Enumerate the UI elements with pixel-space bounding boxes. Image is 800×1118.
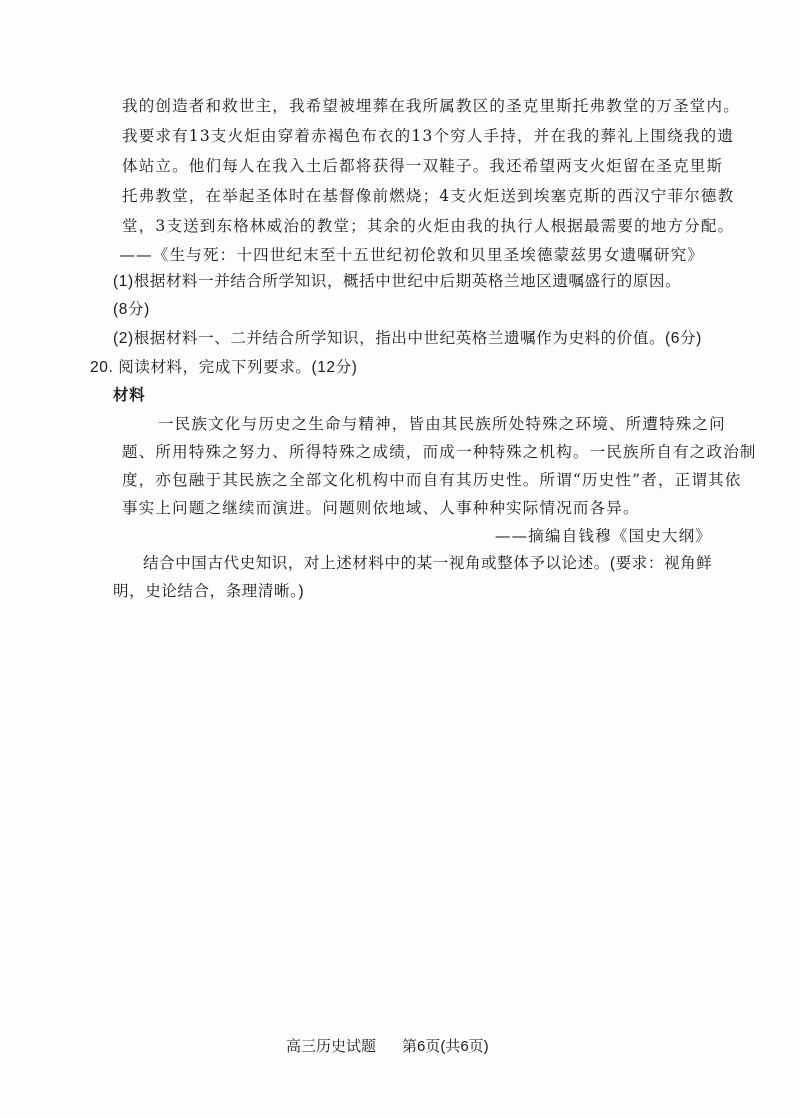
material-line: 一民族文化与历史之生命与精神，皆由其民族所处特殊之环境、所遭特殊之问 bbox=[158, 415, 726, 433]
material-line: 托弗教堂，在举起圣体时在基督像前燃烧；4支火炬送到埃塞克斯的西汉宁菲尔德教 bbox=[122, 187, 735, 205]
material-source: ——摘编自钱穆《国史大纲》 bbox=[494, 527, 712, 545]
material-label: 材料 bbox=[113, 387, 146, 404]
question-19-1-score: (8分) bbox=[113, 301, 150, 318]
footer-subject: 高三历史试题 bbox=[286, 1038, 377, 1055]
material-line: 我的创造者和救世主，我希望被埋葬在我所属教区的圣克里斯托弗教堂的万圣堂内。 bbox=[122, 97, 740, 115]
material-line: 堂，3支送到东格林威治的教堂；其余的火炬由我的执行人根据最需要的地方分配。 bbox=[122, 217, 735, 235]
material-source: ——《生与死：十四世纪末至十五世纪初伦敦和贝里圣埃德蒙兹男女遗嘱研究》 bbox=[119, 246, 704, 264]
material-line: 我要求有13支火炬由穿着赤褐色布衣的13个穷人手持，并在我的葬礼上围绕我的遗 bbox=[122, 127, 735, 145]
material-line: 题、所用特殊之努力、所得特殊之成绩，而成一种特殊之机构。一民族所自有之政治制 bbox=[122, 443, 757, 461]
footer-page-number: 第6页(共6页) bbox=[402, 1038, 489, 1055]
material-line: 事实上问题之继续而演进。问题则依地域、人事种种实际情况而各异。 bbox=[122, 499, 640, 517]
question-19-1: (1)根据材料一并结合所学知识，概括中世纪中后期英格兰地区遗嘱盛行的原因。 bbox=[113, 273, 682, 290]
question-20-task-cont: 明，史论结合，条理清晰。) bbox=[113, 583, 305, 600]
question-20-header: 20. 阅读材料，完成下列要求。(12分) bbox=[90, 359, 358, 376]
question-20-task: 结合中国古代史知识，对上述材料中的某一视角或整体予以论述。(要求：视角鲜 bbox=[143, 555, 713, 572]
material-line: 体站立。他们每人在我入土后都将获得一双鞋子。我还希望两支火炬留在圣克里斯 bbox=[122, 157, 724, 175]
material-line: 度，亦包融于其民族之全部文化机构中而自有其历史性。所谓“历史性”者，正谓其依 bbox=[122, 471, 742, 489]
question-19-2: (2)根据材料一、二并结合所学知识，指出中世纪英格兰遗嘱作为史料的价值。(6分) bbox=[113, 330, 702, 347]
